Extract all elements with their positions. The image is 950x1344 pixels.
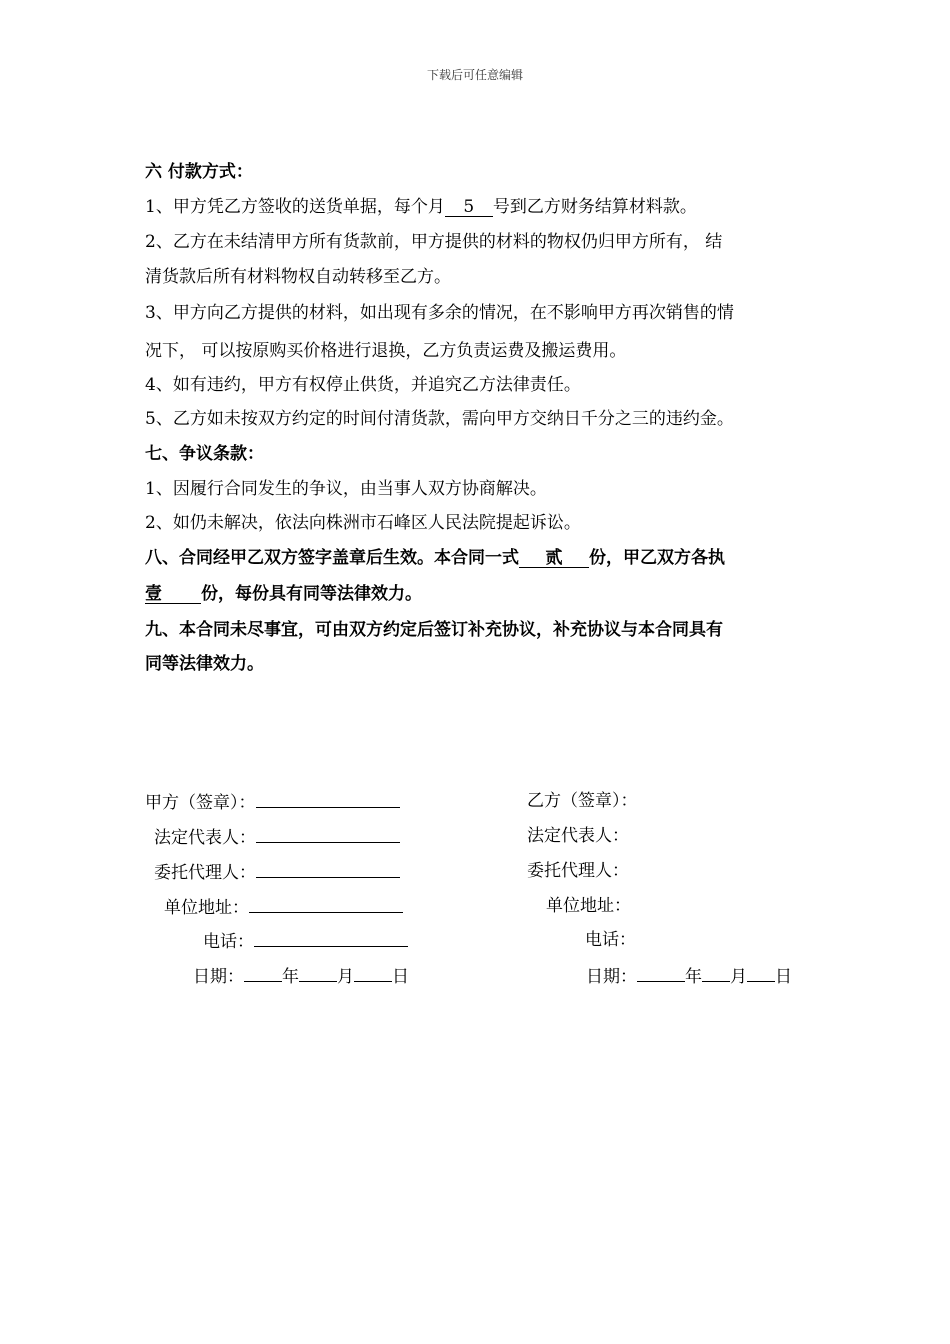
party-b-year-label: 年 — [685, 967, 702, 987]
party-a-year-blank[interactable] — [244, 965, 282, 982]
sec6-clause-2-line-1: 2、乙方在未结清甲方所有货款前，甲方提供的材料的物权仍归甲方所有， 结 — [145, 232, 723, 252]
party-b-date-row — [586, 965, 792, 987]
party-b-day-label: 日 — [775, 967, 792, 987]
party-a-month-blank[interactable] — [299, 965, 337, 982]
section-7-title: 七、争议条款： — [145, 444, 264, 464]
section-6-title: 六 付款方式： — [145, 162, 253, 182]
sec8-text-b: 份，甲乙双方各执 — [589, 548, 725, 568]
party-b-agent-row: 委托代理人： — [527, 861, 629, 881]
party-b-month-label: 月 — [730, 967, 747, 987]
party-a-rep-blank[interactable] — [256, 826, 400, 843]
party-a-address-row — [164, 896, 403, 918]
party-b-address-row: 单位地址： — [546, 896, 631, 916]
section-8-line-1 — [145, 548, 725, 568]
party-a-date-label: 日期： — [193, 967, 244, 987]
party-a-phone-row — [203, 930, 408, 952]
party-a-agent-label: 委托代理人： — [154, 863, 256, 883]
party-b-month-blank[interactable] — [702, 965, 730, 982]
section-9-line-1: 九、本合同未尽事宜，可由双方约定后签订补充协议，补充协议与本合同具有 — [145, 620, 723, 640]
party-a-month-label: 月 — [337, 967, 354, 987]
party-a-year-label: 年 — [282, 967, 299, 987]
party-a-phone-blank[interactable] — [254, 930, 408, 947]
party-b-phone-row: 电话： — [585, 930, 636, 950]
sec6-clause-3-line-2: 况下， 可以按原购买价格进行退换，乙方负责运费及搬运费用。 — [145, 341, 627, 361]
party-b-date-label: 日期： — [586, 967, 637, 987]
party-a-address-blank[interactable] — [249, 896, 403, 913]
party-a-rep-row — [154, 826, 400, 848]
party-a-address-label: 单位地址： — [164, 898, 249, 918]
party-a-day-label: 日 — [392, 967, 409, 987]
party-b-day-blank[interactable] — [747, 965, 775, 982]
sec6-clause-5: 5、乙方如未按双方约定的时间付清货款，需向甲方交纳日千分之三的违约金。 — [145, 409, 734, 429]
party-a-phone-label: 电话： — [203, 932, 254, 952]
party-a-agent-row — [154, 861, 400, 883]
sec6-clause-1-text-a: 1、甲方凭乙方签收的送货单据，每个月 — [145, 197, 445, 217]
sec6-clause-3-line-1: 3、甲方向乙方提供的材料，如出现有多余的情况，在不影响甲方再次销售的情 — [145, 303, 734, 323]
sec6-clause-2-line-2: 清货款后所有材料物权自动转移至乙方。 — [145, 267, 451, 287]
party-b-seal-row: 乙方（签章）： — [527, 791, 638, 811]
party-b-year-blank[interactable] — [637, 965, 685, 982]
sec8-text-c: 份，每份具有同等法律效力。 — [201, 584, 422, 604]
party-b-rep-row: 法定代表人： — [527, 826, 629, 846]
party-a-rep-label: 法定代表人： — [154, 828, 256, 848]
sec6-clause-1 — [145, 197, 697, 217]
sec7-clause-1: 1、因履行合同发生的争议，由当事人双方协商解决。 — [145, 479, 547, 499]
copies-count-field: 贰 — [519, 549, 589, 568]
party-a-seal-label: 甲方（签章）： — [145, 793, 256, 813]
payment-day-field: 5 — [445, 198, 493, 217]
sec6-clause-4: 4、如有违约，甲方有权停止供货，并追究乙方法律责任。 — [145, 375, 581, 395]
party-a-seal-row — [145, 791, 400, 813]
section-9-line-2: 同等法律效力。 — [145, 654, 264, 674]
section-8-line-2 — [145, 584, 422, 604]
sec6-clause-1-text-b: 号到乙方财务结算材料款。 — [492, 197, 697, 217]
party-a-seal-blank[interactable] — [256, 791, 400, 808]
copies-each-field: 壹 — [145, 585, 201, 604]
party-a-date-row — [193, 965, 409, 987]
party-a-agent-blank[interactable] — [256, 861, 400, 878]
party-a-day-blank[interactable] — [354, 965, 392, 982]
sec8-text-a: 八、合同经甲乙双方签字盖章后生效。本合同一式 — [145, 548, 519, 568]
page-header: 下载后可任意编辑 — [426, 68, 523, 82]
sec7-clause-2: 2、如仍未解决，依法向株洲市石峰区人民法院提起诉讼。 — [145, 513, 581, 533]
